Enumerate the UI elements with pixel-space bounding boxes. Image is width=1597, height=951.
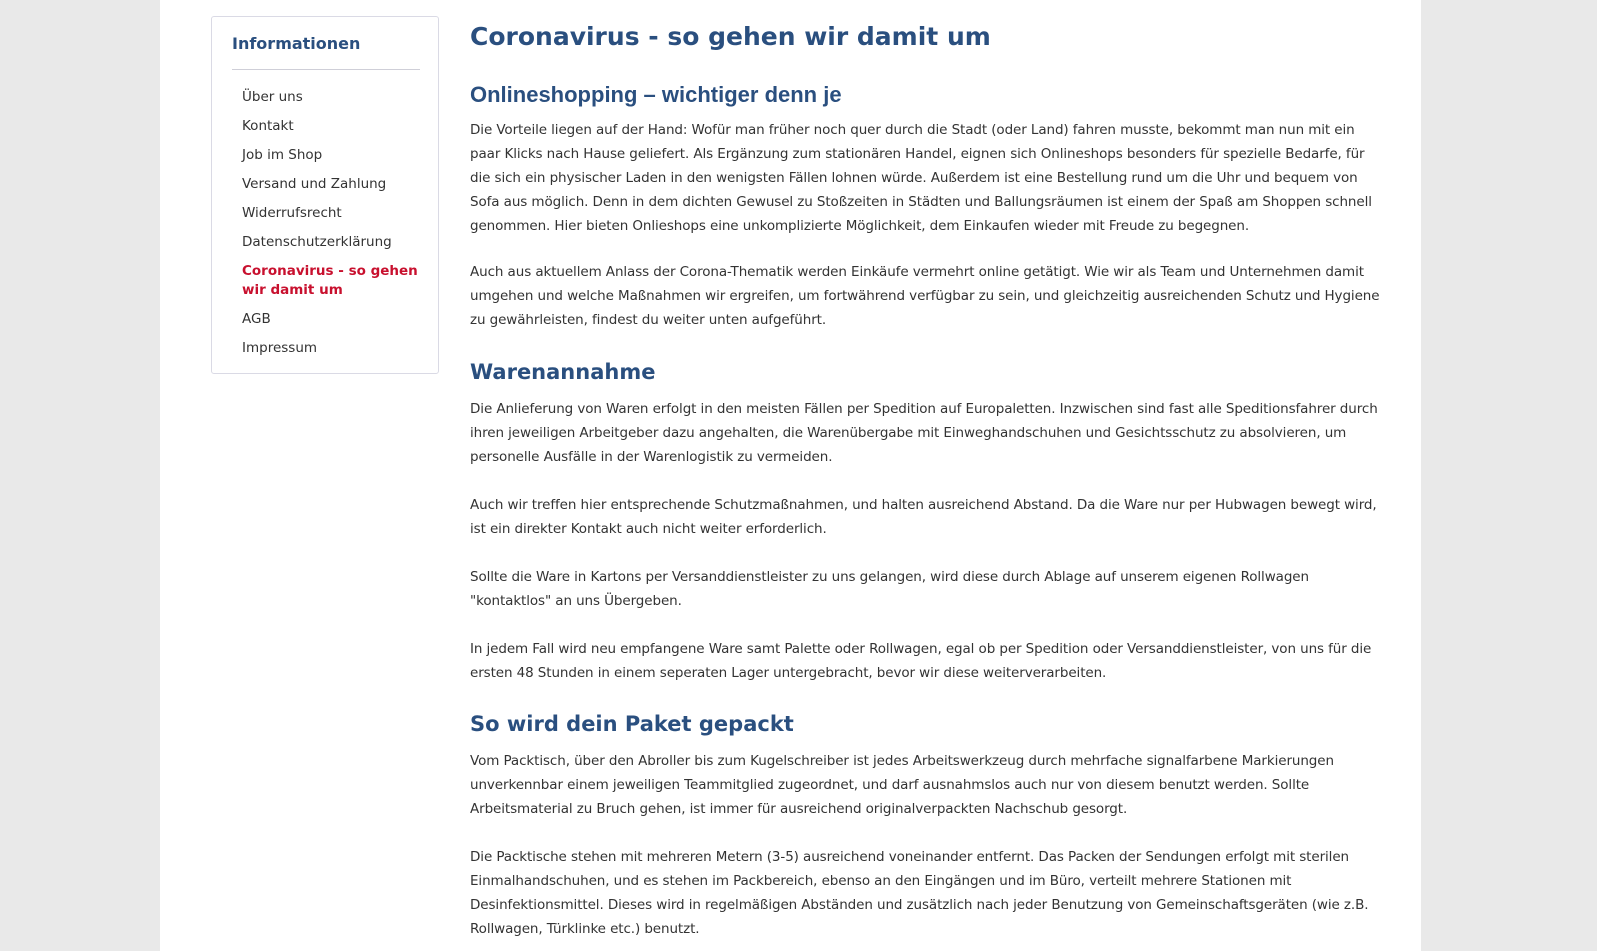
sidebar-item-ueber-uns[interactable]: Über uns bbox=[242, 89, 303, 105]
paragraph: Auch wir treffen hier entsprechende Schutzmaßnahmen, und halten ausreichend Abstand. Da die Ware nur per Hubwagen bewegt wird, ist ein direkter Kontakt auch nicht weiter erforderlich. bbox=[470, 497, 1377, 537]
sidebar-item-datenschutz[interactable]: Datenschutzerklärung bbox=[242, 234, 392, 250]
paragraph: Sollte die Ware in Kartons per Versanddienstleister zu uns gelangen, wird diese durch Ablage auf unserem eigenen Rollwagen "kontaktlos" an uns Übergeben. bbox=[470, 569, 1309, 609]
paragraph: Die Vorteile liegen auf der Hand: Wofür man früher noch quer durch die Stadt (oder Land) fahren musste, bekommt man nun mit ein paar Klicks nach Hause geliefert. Als Ergänzung zum stationären Handel, eignen sich Onlineshops besonders für spezielle Bedarfe, für die sich ein physischer Laden in den wenigsten Fällen lohnen würde. Außerdem ist eine Bestellung rund um die Uhr und bequem von Sofa aus möglich. Denn in dem dichten Gewusel zu Stoßzeiten in Städten und Ballungsräumen ist einem der Spaß am Shoppen schnell genommen. Hier bieten Onlieshops eine unkomplizierte Möglichkeit, dem Einkaufen wieder mit Freude zu begegnen. bbox=[470, 122, 1372, 234]
sidebar-item-coronavirus[interactable]: Coronavirus - so gehen wir damit um bbox=[242, 263, 418, 298]
page-container bbox=[160, 0, 1421, 951]
paragraph: In jedem Fall wird neu empfangene Ware samt Palette oder Rollwagen, egal ob per Spedition oder Versanddienstleister, von uns für die ersten 48 Stunden in einem seperaten Lager untergebracht, bevor wir diese weiterverarbeiten. bbox=[470, 641, 1372, 681]
info-sidebar bbox=[211, 16, 439, 374]
sidebar-item-kontakt[interactable]: Kontakt bbox=[242, 118, 294, 134]
sidebar-item-widerrufsrecht[interactable]: Widerrufsrecht bbox=[242, 205, 342, 221]
sidebar-item-versand-und-zahlung[interactable]: Versand und Zahlung bbox=[242, 176, 387, 192]
page-title: Coronavirus - so gehen wir damit um bbox=[470, 22, 991, 51]
section-heading: Warenannahme bbox=[470, 360, 656, 384]
paragraph: Vom Packtisch, über den Abroller bis zum Kugelschreiber ist jedes Arbeitswerkzeug durch mehrfache signalfarbene Markierungen unverkennbar einem jeweiligen Teammitglied zugeordnet, und darf ausnahmslos auch nur von diesem benutzt werden. Sollte Arbeitsmaterial zu Bruch gehen, ist immer für ausreichend originalverpackten Nachschub gesorgt. bbox=[470, 753, 1334, 817]
paragraph: Die Anlieferung von Waren erfolgt in den meisten Fällen per Spedition auf Europaletten. Inzwischen sind fast alle Speditionsfahrer durch ihren jeweiligen Arbeitgeber dazu angehalten, die Warenübergabe mit Einweghandschuhen und Gesichtsschutz zu absolvieren, um personelle Ausfälle in der Warenlogistik zu vermeiden. bbox=[470, 401, 1378, 465]
sidebar-item-impressum[interactable]: Impressum bbox=[242, 340, 318, 356]
paragraph: Auch aus aktuellem Anlass der Corona-Thematik werden Einkäufe vermehrt online getätigt. Wie wir als Team und Unternehmen damit umgehen und welche Maßnahmen wir ergreifen, um fortwährend verfügbar zu sein, und gleichzeitig ausreichenden Schutz und Hygiene zu gewährleisten, findest du weiter unten aufgeführt. bbox=[470, 264, 1380, 328]
section-heading: So wird dein Paket gepackt bbox=[470, 712, 794, 736]
sidebar-nav bbox=[242, 83, 420, 363]
sidebar-divider bbox=[232, 69, 420, 70]
sidebar-item-agb[interactable]: AGB bbox=[242, 311, 271, 327]
section-heading: Onlineshopping – wichtiger denn je bbox=[470, 82, 842, 107]
sidebar-title: Informationen bbox=[232, 34, 361, 53]
sidebar-item-job-im-shop[interactable]: Job im Shop bbox=[242, 147, 323, 163]
paragraph: Die Packtische stehen mit mehreren Metern (3-5) ausreichend voneinander entfernt. Das Packen der Sendungen erfolgt mit sterilen Einmalhandschuhen, und es stehen im Packbereich, ebenso an den Eingängen und im Büro, verteilt mehrere Stationen mit Desinfektionsmittel. Dieses wird in regelmäßigen Abständen und zusätzlich nach jeder Benutzung von Gemeinschaftsgeräten (wie z.B. Rollwagen, Türklinke etc.) benutzt. bbox=[470, 849, 1369, 937]
